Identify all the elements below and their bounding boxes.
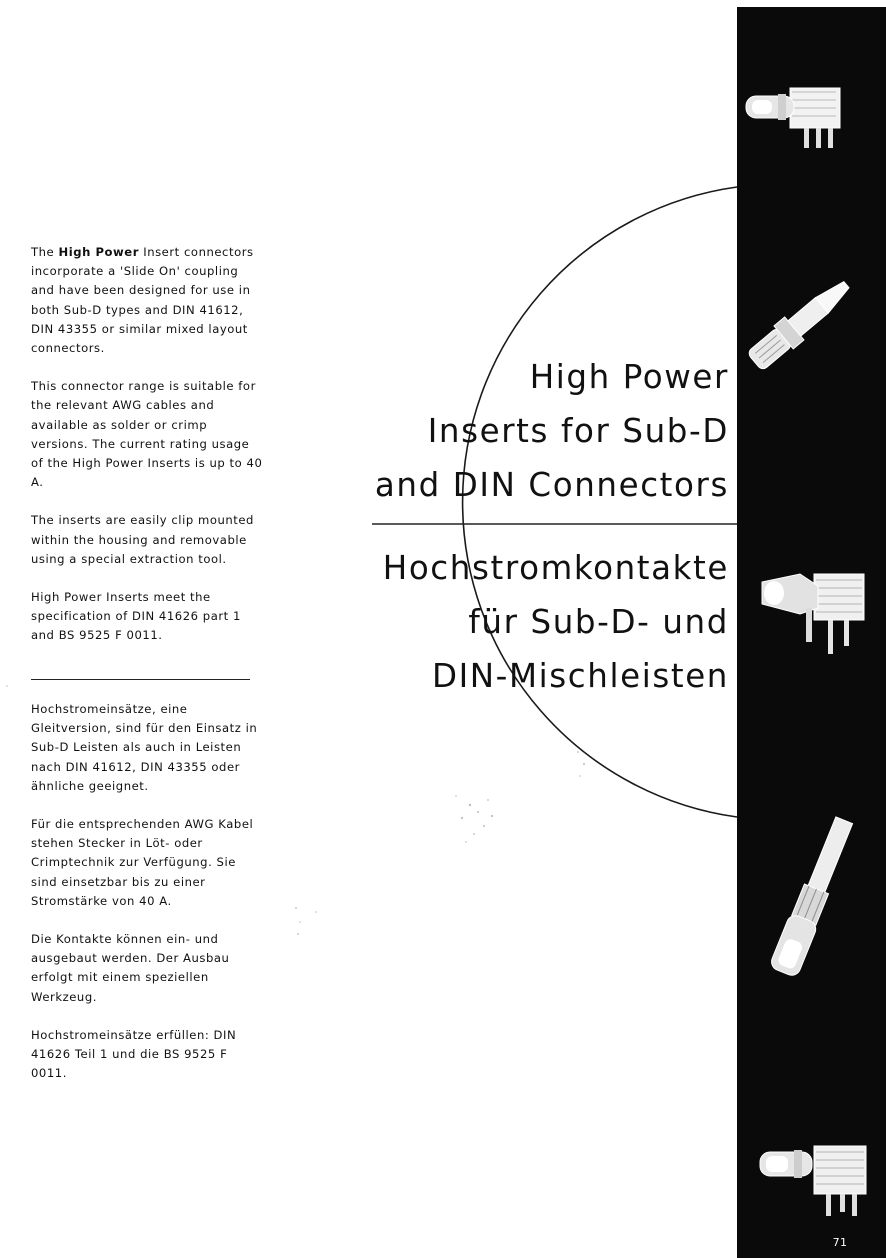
intro-en-paragraph-1: The High Power Insert connectors incorporate a 'Slide On' coupling and have been designed for use in both Sub-D types and DIN 41612, DIN 43355 or similar mixed layout connectors. [31, 245, 254, 356]
intro-de-paragraph-3: Die Kontakte können ein- und ausgebaut werden. Der Ausbau erfolgt mit einem speziellen Werkzeug. [31, 932, 230, 1004]
title-en-line: High Power [529, 358, 729, 396]
intro-de-paragraph-4: Hochstromeinsätze erfüllen: DIN 41626 Teil 1 und die BS 9525 F 0011. [31, 1027, 237, 1081]
intro-en-paragraph-4: High Power Inserts meet the specification of DIN 41626 part 1 and BS 9525 F 0011. [31, 590, 241, 643]
language-divider [31, 679, 250, 680]
title-english [375, 350, 729, 512]
page-number: 71 [832, 1236, 848, 1249]
title-en-line: and DIN Connectors [374, 466, 729, 504]
product-name-bold: High Power [58, 245, 139, 259]
intro-de-paragraph-2: Für die entsprechenden AWG Kabel stehen Stecker in Löt- oder Crimptechnik zur Verfügung. Sie sind einsetzbar bis zu einer Stromstärke von 40 A. [31, 817, 254, 908]
intro-en-paragraph-2: This connector range is suitable for the relevant AWG cables and available as solder or crimp versions. The current rating usage of the High Power Inserts is up to 40 A. [31, 379, 263, 490]
title-german [383, 541, 729, 703]
title-en-line: Inserts for Sub-D [427, 412, 729, 450]
title-de-line: für Sub-D- und [468, 603, 729, 641]
intro-en-paragraph-3: The inserts are easily clip mounted within the housing and removable using a special extraction tool. [31, 513, 254, 566]
german-intro [31, 700, 263, 1083]
title-de-line: DIN-Mischleisten [431, 657, 729, 695]
title-de-line: Hochstromkontakte [382, 549, 729, 587]
intro-de-paragraph-1: Hochstromeinsätze, eine Gleitversion, sind für den Einsatz in Sub-D Leisten als auch in Leisten nach DIN 41612, DIN 43355 oder ähnliche geeignet. [31, 702, 258, 793]
english-intro [31, 243, 263, 646]
